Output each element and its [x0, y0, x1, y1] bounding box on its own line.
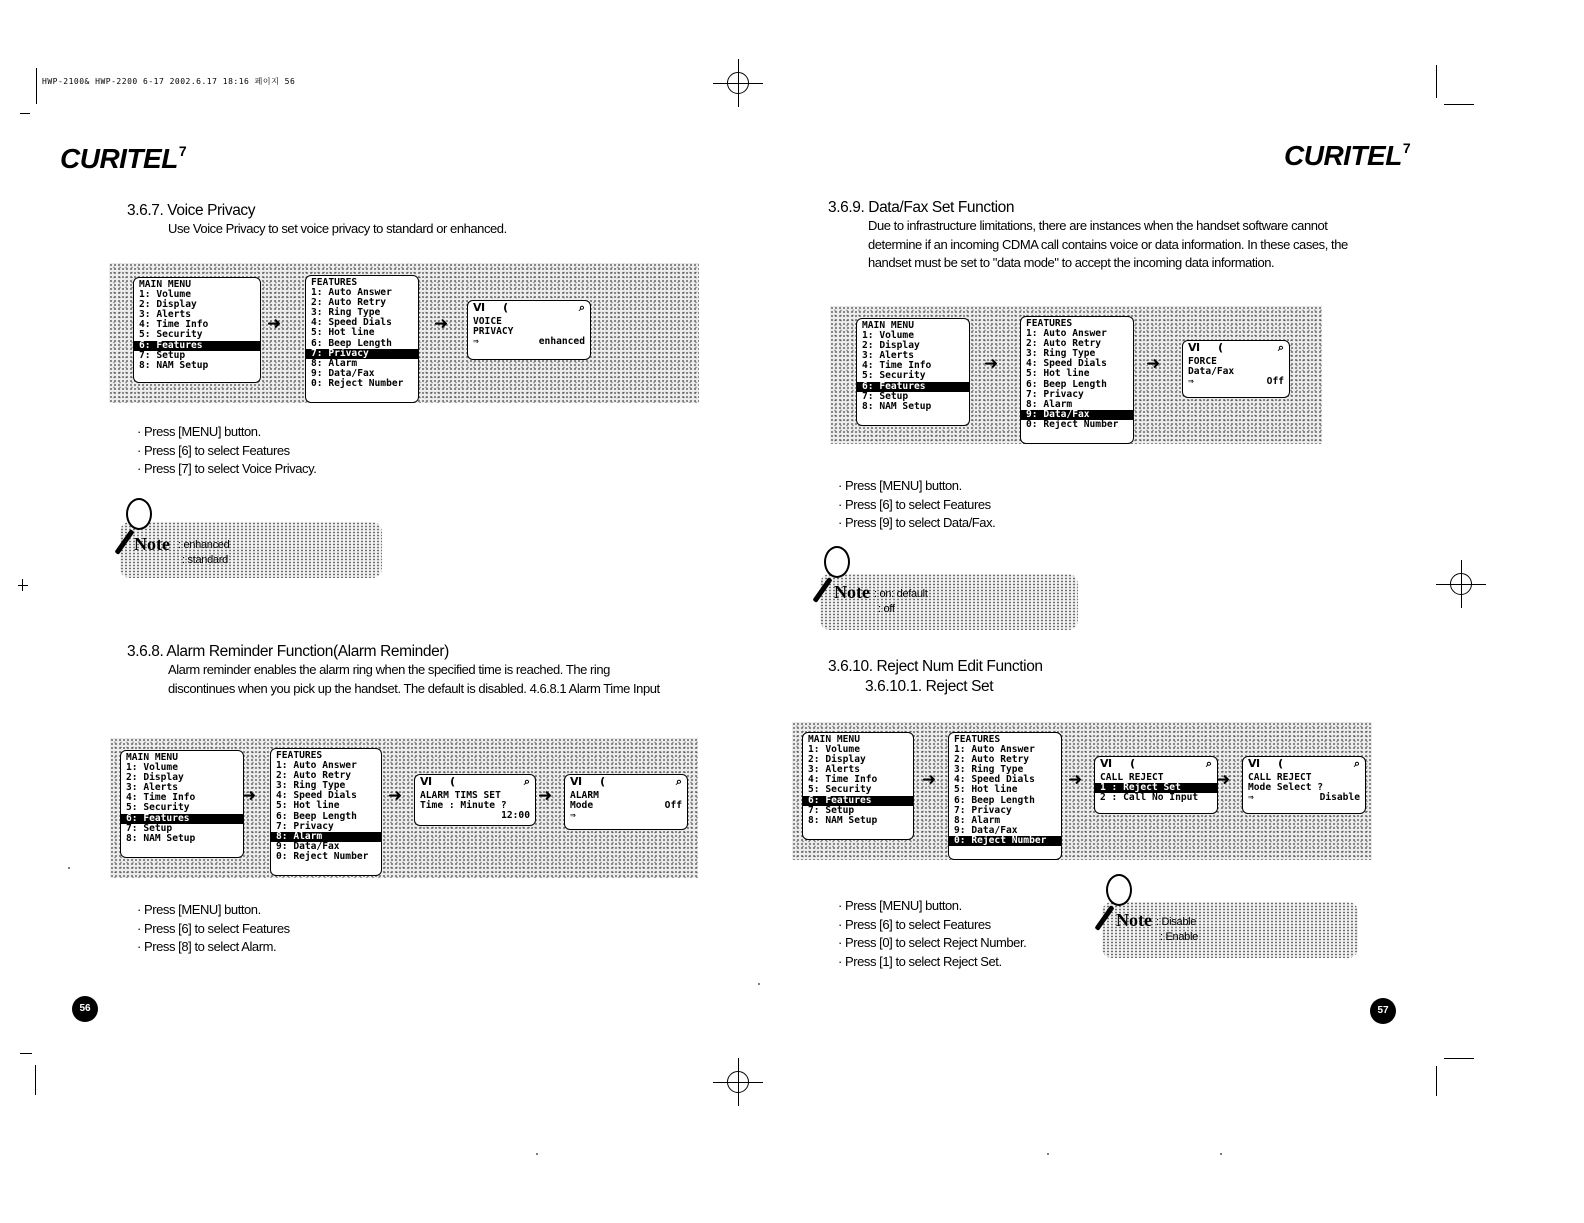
magnifier-icon [126, 498, 152, 530]
status-bar [1188, 343, 1284, 357]
arrow-icon: ➜ [538, 786, 553, 806]
arrow-icon: ➜ [984, 354, 999, 374]
step-list [137, 901, 290, 957]
note-box [112, 496, 384, 586]
step-item: · Press [MENU] button. [838, 898, 962, 913]
data-fax-screen: Ⅵ ( ⌕ FORCE Data/Fax ⇒ Off [1182, 340, 1290, 398]
note-options: : Disable : Enable [1156, 916, 1198, 943]
section-title: 3.6.9. Data/Fax Set Function [828, 199, 1015, 216]
registration-mark [1450, 573, 1472, 595]
crop-mark [1436, 65, 1437, 98]
main-menu-screen: MAIN MENU 1: Volume 2: Display 3: Alerts 4: Time Info 5: Security 6: Features 7: Setup 8: NAM Setup [133, 277, 261, 383]
screen-panel [830, 306, 1322, 444]
signal-icon: Ⅵ [473, 301, 486, 314]
step-item: · Press [6] to select Features [137, 442, 290, 458]
features-menu-screen: FEATURES 1: Auto Answer 2: Auto Retry 3: Ring Type 4: Speed Dials 5: Hot line 6: Beep Length 7: Privacy 8: Alarm 9: Data/Fax 0: Reject Number [270, 748, 382, 876]
screen-panel [110, 738, 698, 878]
search-icon: ⌕ [1353, 757, 1360, 770]
step-item: · Press [MENU] button. [137, 424, 261, 439]
step-item: · Press [9] to select Data/Fax. [838, 515, 996, 530]
signal-icon: Ⅵ [420, 775, 433, 788]
main-menu-screen: MAIN MENU 1: Volume 2: Display 3: Alerts 4: Time Info 5: Security 6: Features 7: Setup 8: NAM Setup [802, 732, 914, 840]
section-title: 3.6.10. Reject Num Edit Function [828, 658, 1043, 675]
search-icon: ⌕ [523, 775, 530, 788]
step-item: · Press [6] to select Features [838, 496, 991, 512]
section-title: 3.6.7. Voice Privacy [127, 202, 256, 219]
call-reject-screen: Ⅵ ( ⌕ CALL REJECT 1 : Reject Set 2 : Call No Input [1094, 756, 1218, 814]
crop-mark [36, 68, 37, 104]
section-body: Alarm reminder enables the alarm ring when the specified time is reached. The ring discontinues when you pick up the handset. The default is disabled. 4.6.8.1 Alarm Time Input [168, 662, 660, 696]
step-item: · Press [1] to select Reject Set. [838, 953, 1002, 969]
step-list [137, 423, 316, 479]
right-arrow-icon: ⇒ [1248, 792, 1254, 804]
voice-privacy-screen: Ⅵ ( ⌕ VOICE PRIVACY ⇒ enhanced [467, 300, 591, 360]
note-options: : enhanced : standard [178, 539, 230, 566]
signal-icon: Ⅵ [1100, 757, 1113, 770]
note-box [812, 544, 1078, 634]
note-box [1094, 872, 1360, 962]
main-menu-screen: MAIN MENU 1: Volume 2: Display 3: Alerts 4: Time Info 5: Security 6: Features 7: Setup 8: NAM Setup [856, 318, 970, 426]
step-item: · Press [7] to select Voice Privacy. [137, 461, 317, 476]
features-menu-screen: FEATURES 1: Auto Answer 2: Auto Retry 3: Ring Type 4: Speed Dials 5: Hot line 6: Beep Length 7: Privacy 8: Alarm 9: Data/Fax 0: Reject Number [1020, 316, 1134, 444]
speck [1220, 1153, 1222, 1155]
search-icon: ⌕ [1205, 757, 1212, 770]
arrow-icon: ➜ [1146, 354, 1161, 374]
arrow-icon: ➜ [267, 314, 282, 334]
magnifier-icon [1106, 874, 1132, 906]
note-label: Note [1116, 910, 1152, 930]
search-icon: ⌕ [675, 775, 682, 788]
note-label: Note [834, 582, 870, 602]
right-arrow-icon: ⇒ [570, 810, 576, 822]
registration-mark [727, 72, 749, 94]
print-info: HWP-2100& HWP-2200 6-17 2002.6.17 18:16 페이지 56 [42, 77, 296, 86]
search-icon: ⌕ [1277, 341, 1284, 354]
speck [1047, 1153, 1049, 1155]
step-item: · Press [MENU] button. [137, 902, 261, 917]
status-bar [1248, 759, 1360, 773]
call-icon: ( [1218, 341, 1224, 354]
section-body: Due to infrastructure limitations, there are instances when the handset software cannot determine if an incoming CDMA call contains voice or data information. In these cases, the handset must be set to "data mode" to accept the incoming data information. [868, 218, 1348, 270]
step-item: · Press [6] to select Features [838, 916, 991, 932]
signal-icon: Ⅵ [1188, 341, 1201, 354]
arrow-icon: ➜ [1216, 770, 1231, 790]
status-bar [473, 303, 585, 317]
page-number: 56 [72, 996, 98, 1022]
step-item: · Press [8] to select Alarm. [137, 939, 277, 954]
section-title: 3.6.8. Alarm Reminder Function(Alarm Reminder) [127, 643, 449, 660]
step-list [838, 477, 995, 533]
crop-mark [1436, 1066, 1437, 1096]
alarm-mode-screen: Ⅵ ( ⌕ ALARM Mode Off ⇒ [564, 774, 688, 830]
call-icon: ( [600, 775, 606, 788]
step-list [838, 897, 1026, 971]
crop-mark [35, 1065, 36, 1095]
right-arrow-icon: ⇒ [473, 336, 479, 348]
arrow-icon: ➜ [388, 786, 403, 806]
crop-mark [1444, 104, 1474, 105]
features-menu-screen: FEATURES 1: Auto Answer 2: Auto Retry 3: Ring Type 4: Speed Dials 5: Hot line 6: Beep Length 7: Privacy 8: Alarm 9: Data/Fax 0: Reject Number [305, 275, 419, 403]
speck [536, 1153, 538, 1155]
search-icon: ⌕ [578, 301, 585, 314]
step-item: · Press [MENU] button. [838, 478, 962, 493]
status-bar [420, 777, 530, 791]
crop-mark [20, 113, 30, 114]
status-bar [1100, 759, 1212, 773]
alarm-time-screen: Ⅵ ( ⌕ ALARM TIMS SET Time : Minute ? 12:00 [414, 774, 536, 826]
main-menu-screen: MAIN MENU 1: Volume 2: Display 3: Alerts 4: Time Info 5: Security 6: Features 7: Setup 8: NAM Setup [120, 750, 244, 858]
step-item: · Press [0] to select Reject Number. [838, 935, 1027, 950]
arrow-icon: ➜ [1068, 770, 1083, 790]
call-reject-mode-screen: Ⅵ ( ⌕ CALL REJECT Mode Select ? ⇒ Disable [1242, 756, 1366, 814]
crop-mark [20, 1053, 32, 1054]
screen-panel [109, 263, 699, 403]
speck [758, 983, 760, 985]
magnifier-icon [824, 546, 850, 578]
crop-mark [22, 579, 23, 591]
section-body: Use Voice Privacy to set voice privacy to standard or enhanced. [168, 221, 507, 236]
brand-logo: CURITEL$^7$ [1284, 140, 1411, 171]
call-icon: ( [1278, 757, 1284, 770]
page-number: 57 [1370, 998, 1396, 1024]
note-options: : on: default : off [874, 588, 928, 615]
call-icon: ( [450, 775, 456, 788]
brand-logo: CURITEL$^7$ [60, 143, 187, 174]
call-icon: ( [1130, 757, 1136, 770]
signal-icon: Ⅵ [1248, 757, 1261, 770]
speck [68, 867, 70, 869]
arrow-icon: ➜ [242, 786, 257, 806]
section-subtitle: 3.6.10.1. Reject Set [865, 678, 994, 695]
arrow-icon: ➜ [434, 314, 449, 334]
screen-panel [792, 722, 1372, 860]
note-label: Note [134, 534, 170, 554]
crop-mark [1444, 1058, 1474, 1059]
signal-icon: Ⅵ [570, 775, 583, 788]
arrow-icon: ➜ [922, 770, 937, 790]
features-menu-screen: FEATURES 1: Auto Answer 2: Auto Retry 3: Ring Type 4: Speed Dials 5: Hot line 6: Beep Length 7: Privacy 8: Alarm 9: Data/Fax 0: Reject Number [948, 732, 1062, 860]
step-item: · Press [6] to select Features [137, 920, 290, 936]
right-arrow-icon: ⇒ [1188, 376, 1194, 388]
call-icon: ( [503, 301, 509, 314]
status-bar [570, 777, 682, 791]
registration-mark [727, 1071, 749, 1093]
